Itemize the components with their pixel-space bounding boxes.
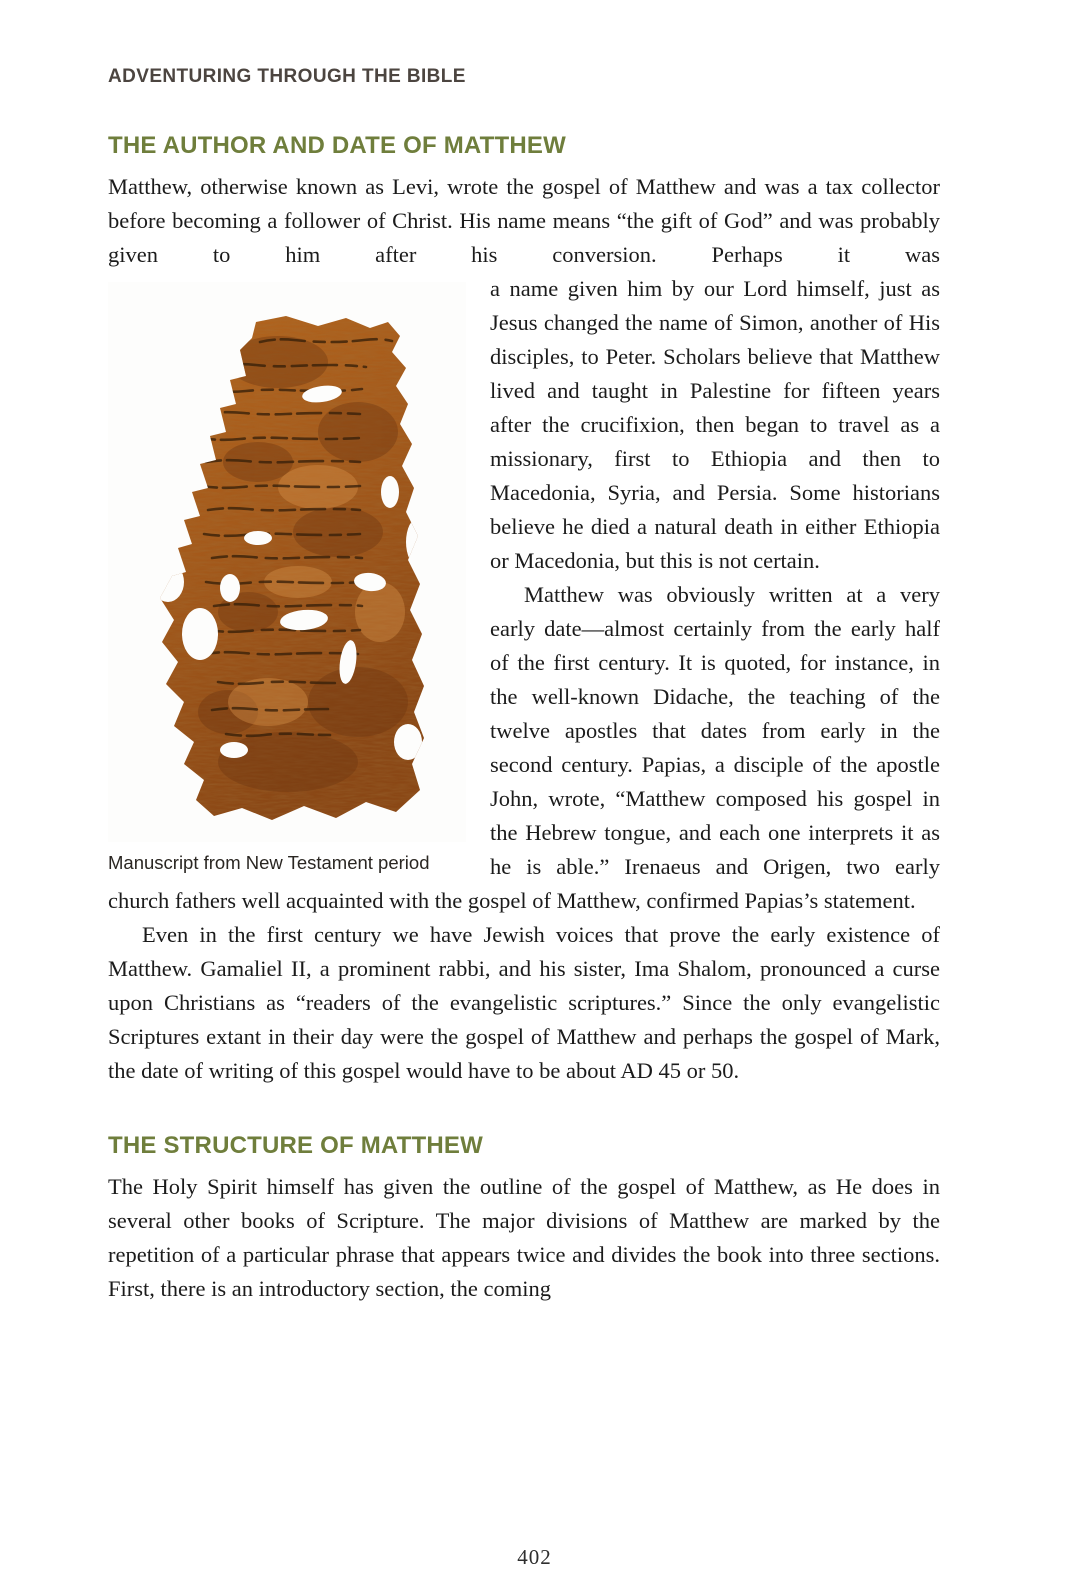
- section-heading-author-date: THE AUTHOR AND DATE OF MATTHEW: [108, 132, 566, 159]
- running-header: ADVENTURING THROUGH THE BIBLE: [108, 66, 466, 87]
- page-body: [108, 132, 940, 1306]
- manuscript-image: [108, 282, 466, 842]
- page-footer: [0, 1545, 1069, 1570]
- page-header: [108, 66, 940, 88]
- section-heading-structure: THE STRUCTURE OF MATTHEW: [108, 1132, 483, 1159]
- manuscript-figure: [108, 282, 466, 874]
- paragraph-jewish-voices: Even in the first century we have Jewish voices that prove the early existence of Matthew. Gamaliel II, a prominent rabbi, and his sister, Ima Shalom, pronounced a curse upon Christians as “readers of the evangelistic scriptures.” Since the only evangelistic Scriptures extant in their day were the gospel of Matthew and perhaps the gospel of Mark, the date of writing of this gospel would have to be about AD 45 or 50.: [108, 922, 940, 1083]
- paragraph-author-cont: a name given him by our Lord himself, just as Jesus changed the name of Simon, another of His disciples, to Peter. Scholars believe that Matthew lived and taught in Palestine for fifteen years after the crucifixion, then began to travel as a missionary, first to Ethiopia and then to Macedonia, Syria, and Persia. Some historians believe he died a natural death in either Ethiopia or Macedonia, but this is not certain.: [490, 276, 940, 573]
- figure-caption: Manuscript from New Testament period: [108, 852, 430, 873]
- paragraph-early-date: Matthew was obviously written at a very early date—almost certainly from the early half of the first century. It is quoted, for instance, in the well-known Didache, the teaching of the twelve apostles that dates from early in the second century. Papias, a disciple of the apostle John, wrote, “Matthew composed his gospel in the Hebrew tongue, and each one interprets it as he is able.” Irenaeus and Origen, two early church fathers well acquainted with the gospel of Matthew, confirmed Papias’s statement.: [108, 582, 940, 913]
- paragraph-author-intro: Matthew, otherwise known as Levi, wrote the gospel of Matthew and was a tax collector before becoming a follower of Christ. His name means “the gift of God” and was probably given to him after his conversion. Perhaps it was: [108, 174, 940, 267]
- page-number: 402: [517, 1545, 552, 1569]
- paragraph-structure-intro: The Holy Spirit himself has given the outline of the gospel of Matthew, as He does in several other books of Scripture. The major divisions of Matthew are marked by the repetition of a particular phrase that appears twice and divides the book into three sections. First, there is an introductory section, the coming: [108, 1174, 940, 1301]
